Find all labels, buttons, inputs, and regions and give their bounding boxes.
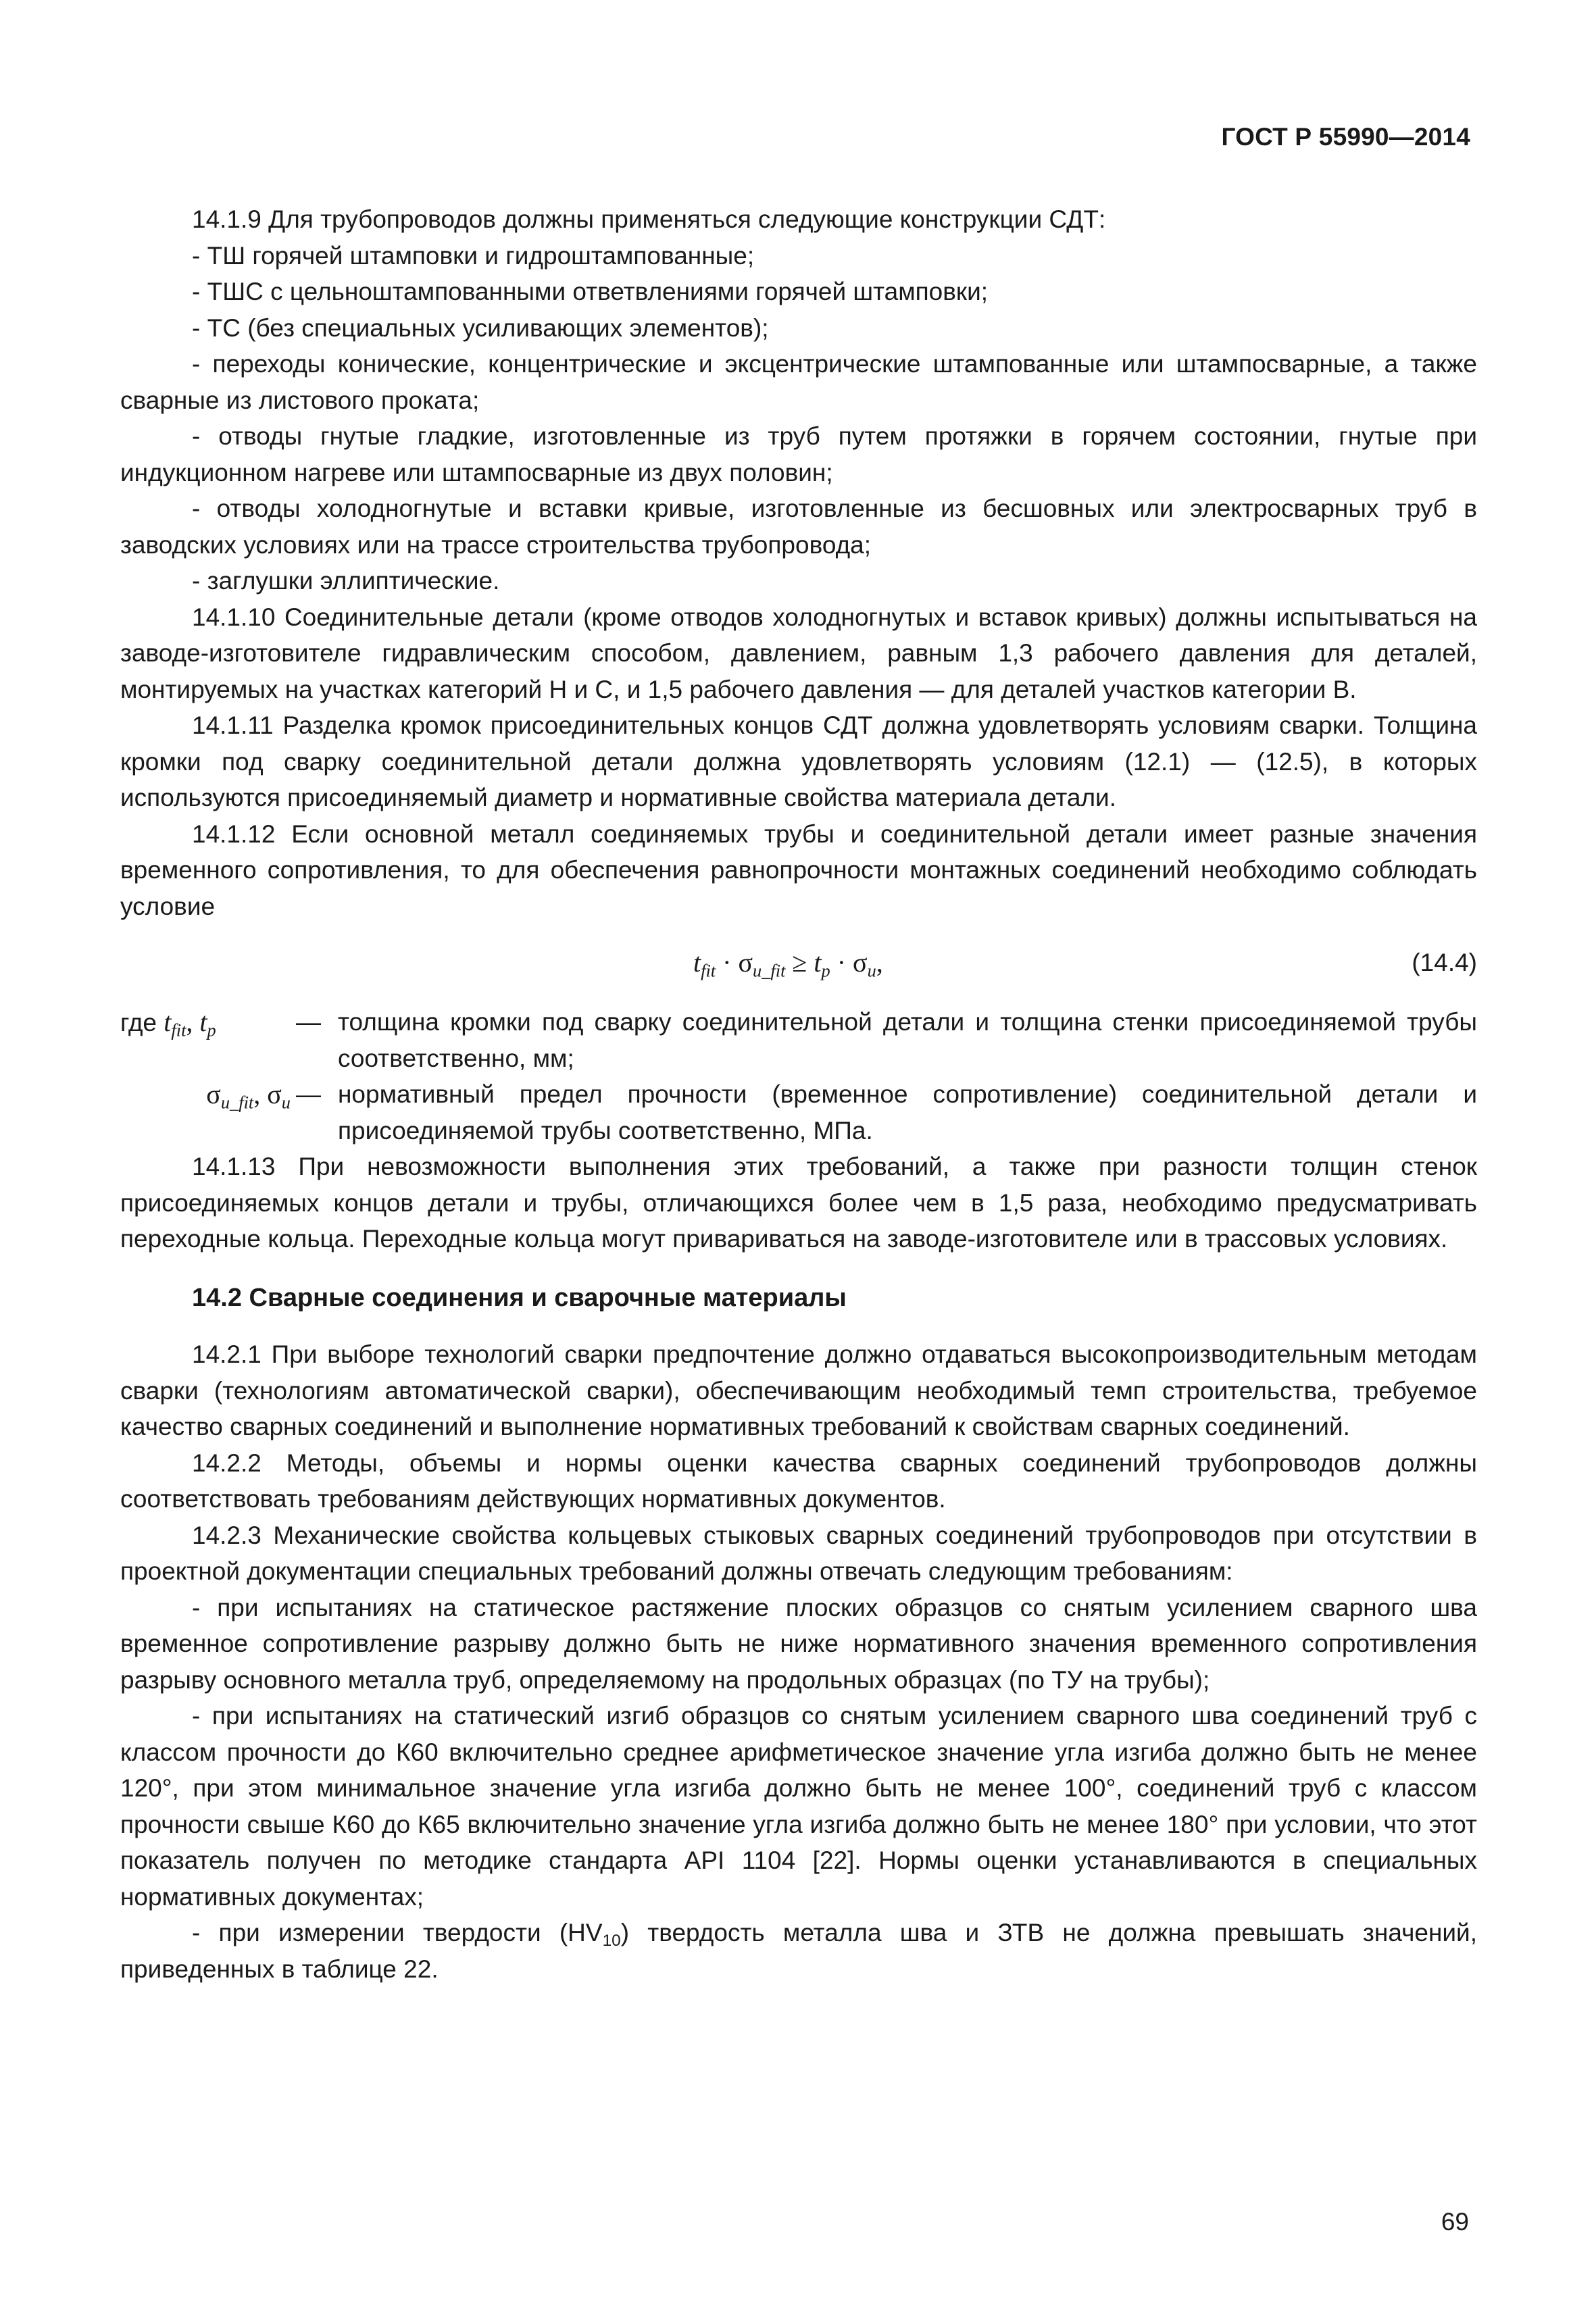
list-item: - при измерении твердости $(HV_{10})$ твердость металла шва и ЗТВ не должна превышать значений, приведенных в таблице 22. — [120, 1919, 1477, 1983]
definition-text: толщина кромки под сварку соединительной детали и толщина стенки присоединяемой трубы соответственно, мм; — [338, 1008, 1477, 1072]
list-item: - при испытаниях на статическое растяжение плоских образцов со снятым усилением сварного шва временное сопротивление разрыву должно быть не ниже нормативного значения временного сопротивления разрыву основного металла труб, определяемому на продольных образцах (по ТУ на трубы); — [120, 1593, 1477, 1694]
document-code-header: ГОСТ Р 55990—2014 — [1221, 123, 1470, 151]
list-item: - ТС (без специальных усиливающих элементов); — [192, 313, 769, 342]
paragraph: 14.1.13 При невозможности выполнения этих требований, а также при разности толщин стенок присоединяемых концов детали и трубы, отличающихся более чем в 1,5 раза, необходимо предусматривать переходные кольца. Переходные кольца могут привариваться на заводе-изготовителе или в трассовых условиях. — [120, 1153, 1477, 1253]
paragraph: 14.1.10 Соединительные детали (кроме отводов холодногнутых и вставок кривых) должны испытываться на заводе-изготовителе гидравлическим способом, давлением, равным 1,3 рабочего давления для деталей, монтируемых на участках категорий Н и С, и 1,5 рабочего давления — для деталей участков категории В. — [120, 603, 1477, 703]
paragraph: 14.2.1 При выборе технологий сварки предпочтение должно отдаваться высокопроизводительным методам сварки (технологиям автоматической сварки), обеспечивающим необходимый темп строительства, требуемое качество сварных соединений и выполнение нормативных требований к свойствам сварных соединений. — [120, 1340, 1477, 1440]
paragraph: 14.2.2 Методы, объемы и нормы оценки качества сварных соединений трубопроводов должны соответствовать требованиям действующих нормативных документов. — [120, 1449, 1477, 1513]
list-item: - переходы конические, концентрические и эксцентрические штампованные или штампосварные, а также сварные из листового проката; — [120, 350, 1477, 414]
definition-text: нормативный предел прочности (временное сопротивление) соединительной детали и присоединяемой трубы соответственно, МПа. — [338, 1080, 1477, 1145]
body-text — [120, 201, 1477, 1987]
paragraph: 14.1.12 Если основной металл соединяемых трубы и соединительной детали имеет разные значения временного сопротивления, то для обеспечения равнопрочности монтажных соединений необходимо соблюдать условие — [120, 820, 1477, 920]
formula-expression: $t_{fit} \cdot \sigma_{u\_fit} \ge t_p \cdot \sigma_u$, — [693, 947, 883, 981]
formula-number: (14.4) — [1412, 949, 1477, 976]
page-number: 69 — [1441, 2208, 1469, 2236]
definition-symbol: $t_{fit}$, $t_p$ — [164, 1007, 216, 1040]
list-item: - при испытаниях на статический изгиб образцов со снятым усилением сварного шва соединений труб с классом прочности до К60 включительно среднее арифметическое значение угла изгиба должно быть не менее 120°, при этом минимальное значение угла изгиба должно быть не менее 100°, соединений труб с классом прочности свыше К60 до К65 включительно значение угла изгиба должно быть не менее 180° при условии, что этот показатель получен по методике стандарта API 1104 [22]. Нормы оценки устанавливаются в специальных нормативных документах; — [120, 1702, 1477, 1911]
definition-symbol: $\sigma_{u\_fit}$, $\sigma_u$ — [206, 1079, 291, 1113]
list-item: - заглушки эллиптические. — [192, 567, 500, 595]
list-item: - отводы гнутые гладкие, изготовленные из труб путем протяжки в горячем состоянии, гнутые при индукционном нагреве или штампосварные из двух половин; — [120, 422, 1477, 486]
section-heading: 14.2 Сварные соединения и сварочные материалы — [192, 1283, 847, 1312]
paragraph: 14.1.11 Разделка кромок присоединительных концов СДТ должна удовлетворять условиям сварки. Толщина кромки под сварку соединительной детали должна удовлетворять условиям (12.1) — (12.5), в которых используются присоединяемый диаметр и нормативные свойства материала детали. — [120, 711, 1477, 811]
formula-14-4 — [120, 939, 1477, 997]
paragraph: 14.2.3 Механические свойства кольцевых стыковых сварных соединений трубопроводов при отсутствии в проектной документации специальных требований должны отвечать следующим требованиям: — [120, 1521, 1477, 1585]
definition-row: $\sigma_{u\_fit}$, $\sigma_u$ — нормативный предел прочности (временное сопротивление) соединительной детали и присоединяемой трубы соответственно, МПа. — [120, 1076, 1477, 1149]
definition-row: где $t_{fit}$, $t_p$ — толщина кромки под сварку соединительной детали и толщина стенки присоединяемой трубы соответственно, мм; — [120, 1004, 1477, 1076]
paragraph: 14.1.9 Для трубопроводов должны применяться следующие конструкции СДТ: — [192, 205, 1106, 233]
list-item: - ТШ горячей штамповки и гидроштампованные; — [192, 241, 755, 270]
list-item: - ТШС с цельноштампованными ответвлениями горячей штамповки; — [192, 278, 989, 305]
list-item: - отводы холодногнутые и вставки кривые, изготовленные из бесшовных или электросварных труб в заводских условиях или на трассе строительства трубопровода; — [120, 495, 1477, 559]
formula-definitions — [120, 1004, 1477, 1149]
